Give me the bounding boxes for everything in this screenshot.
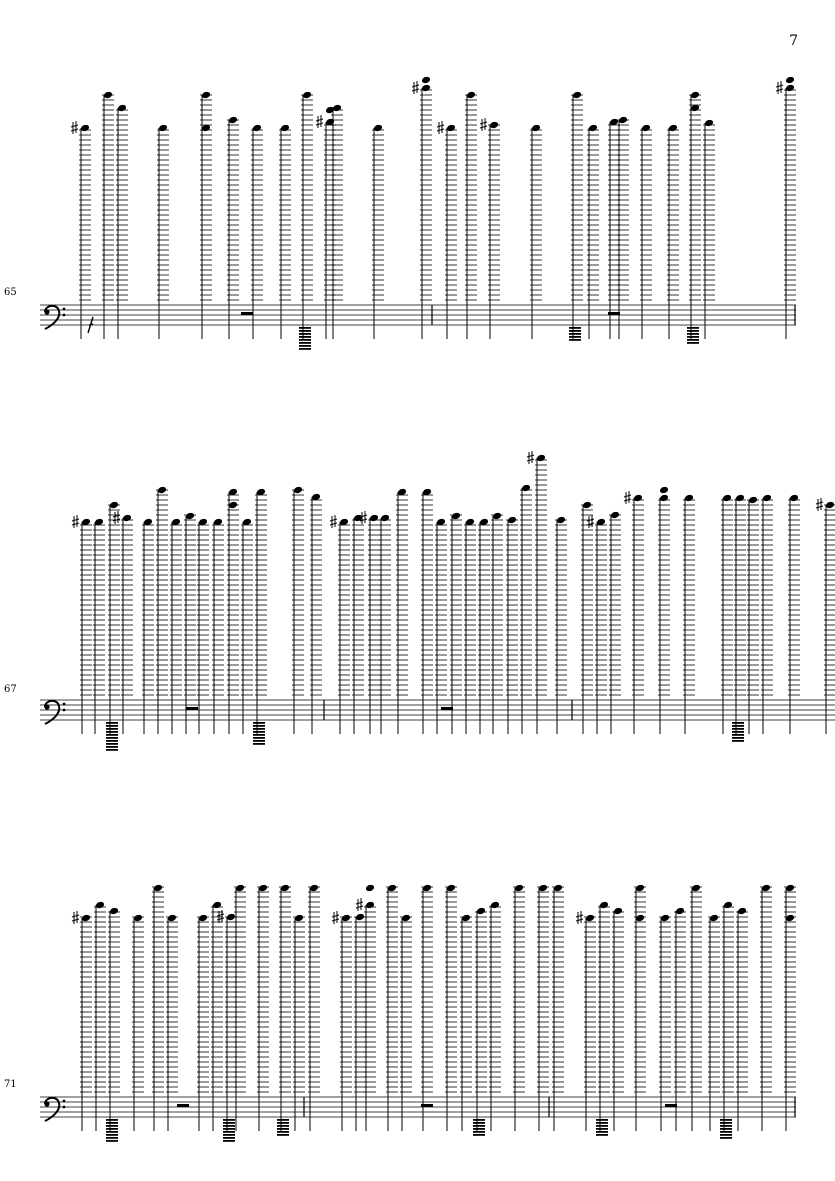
note-head — [585, 914, 595, 923]
note-head — [446, 884, 456, 893]
note-head — [228, 116, 238, 125]
beam — [299, 339, 311, 341]
beam — [473, 1125, 485, 1127]
note-head — [167, 914, 177, 923]
beam — [223, 1140, 235, 1142]
beam — [596, 1125, 608, 1127]
note-head — [380, 514, 390, 523]
beam — [473, 1122, 485, 1124]
beam — [299, 333, 311, 335]
beam — [253, 737, 265, 739]
note-head — [332, 104, 342, 113]
beam — [253, 725, 265, 727]
beam — [687, 333, 699, 335]
note-head — [735, 494, 745, 503]
note-head — [387, 884, 397, 893]
note-head — [422, 884, 432, 893]
note-head — [599, 901, 609, 910]
note-head — [185, 512, 195, 521]
note-head — [691, 884, 701, 893]
note-head — [293, 486, 303, 495]
beam — [106, 743, 118, 745]
note-head — [659, 486, 669, 495]
sharp-icon — [113, 511, 120, 524]
beam — [569, 333, 581, 335]
note-head — [785, 914, 795, 923]
beam — [106, 1131, 118, 1133]
beam — [223, 1128, 235, 1130]
note-head — [446, 124, 456, 133]
sharp-icon — [527, 451, 534, 464]
beam — [596, 1131, 608, 1133]
note-head — [536, 454, 546, 463]
note-head — [153, 884, 163, 893]
note-head — [157, 486, 167, 495]
sharp-icon — [356, 898, 363, 911]
note-head — [466, 91, 476, 100]
page-number: 7 — [789, 33, 798, 49]
note-head — [198, 914, 208, 923]
note-head — [610, 511, 620, 520]
note-head — [252, 124, 262, 133]
beam — [596, 1122, 608, 1124]
rest — [665, 1104, 677, 1107]
note-head — [401, 914, 411, 923]
note-head — [690, 91, 700, 100]
note-head — [582, 501, 592, 510]
note-head — [492, 512, 502, 521]
beam — [732, 740, 744, 742]
note-head — [556, 516, 566, 525]
note-head — [660, 914, 670, 923]
rest — [441, 707, 453, 710]
beam — [106, 734, 118, 736]
note-head — [258, 884, 268, 893]
sharp-icon — [576, 911, 583, 924]
beam — [223, 1134, 235, 1136]
note-head — [341, 914, 351, 923]
beam — [223, 1122, 235, 1124]
note-head — [618, 116, 628, 125]
note-head — [785, 84, 795, 93]
beam — [223, 1119, 235, 1121]
note-head — [785, 76, 795, 85]
note-head — [451, 512, 461, 521]
sharp-icon — [72, 911, 79, 924]
sharp-icon — [587, 515, 594, 528]
note-head — [201, 91, 211, 100]
measure-number: 71 — [4, 1079, 17, 1090]
note-head — [588, 124, 598, 133]
beam — [596, 1119, 608, 1121]
beam — [299, 345, 311, 347]
beam — [106, 1140, 118, 1142]
note-head — [212, 901, 222, 910]
sharp-icon — [330, 515, 337, 528]
rest — [177, 1104, 189, 1107]
beam — [473, 1131, 485, 1133]
note-head — [461, 914, 471, 923]
sharp-icon — [437, 121, 444, 134]
note-head — [761, 884, 771, 893]
beam — [473, 1119, 485, 1121]
measure-number: 67 — [4, 684, 17, 695]
note-head — [659, 494, 669, 503]
note-head — [235, 884, 245, 893]
beam — [106, 1125, 118, 1127]
note-head — [722, 494, 732, 503]
note-head — [521, 484, 531, 493]
sharp-icon — [480, 118, 487, 131]
note-head — [572, 91, 582, 100]
note-head — [748, 496, 758, 505]
note-head — [635, 884, 645, 893]
note-head — [309, 884, 319, 893]
note-head — [507, 516, 517, 525]
beam — [277, 1122, 289, 1124]
note-head — [490, 901, 500, 910]
beam — [277, 1119, 289, 1121]
sharp-icon — [412, 81, 419, 94]
note-head — [538, 884, 548, 893]
note-head — [553, 884, 563, 893]
note-head — [762, 494, 772, 503]
beam — [720, 1137, 732, 1139]
beam — [106, 728, 118, 730]
beam — [299, 336, 311, 338]
beam — [687, 336, 699, 338]
sharp-icon — [316, 115, 323, 128]
note-head — [641, 124, 651, 133]
beam — [720, 1128, 732, 1130]
beam — [106, 1137, 118, 1139]
beam — [732, 737, 744, 739]
note-head — [80, 124, 90, 133]
note-head — [633, 494, 643, 503]
beam — [223, 1131, 235, 1133]
note-head — [421, 84, 431, 93]
beam — [106, 1119, 118, 1121]
note-head — [668, 124, 678, 133]
beam — [299, 327, 311, 329]
measure-number: 65 — [4, 287, 17, 298]
beam — [253, 731, 265, 733]
beam — [569, 336, 581, 338]
beam — [106, 722, 118, 724]
beam — [720, 1125, 732, 1127]
beam — [720, 1122, 732, 1124]
note-head — [675, 907, 685, 916]
beam — [106, 737, 118, 739]
beam — [473, 1128, 485, 1130]
beam — [253, 743, 265, 745]
beam — [106, 746, 118, 748]
beam — [687, 327, 699, 329]
beam — [473, 1134, 485, 1136]
note-head — [294, 914, 304, 923]
beam — [223, 1137, 235, 1139]
beam — [596, 1134, 608, 1136]
beam — [569, 330, 581, 332]
beam — [253, 728, 265, 730]
note-head — [613, 907, 623, 916]
beam — [253, 734, 265, 736]
bass-clef-icon — [44, 701, 65, 724]
beam — [687, 342, 699, 344]
sharp-icon — [624, 491, 631, 504]
beam — [687, 330, 699, 332]
beam — [732, 728, 744, 730]
beam — [277, 1128, 289, 1130]
beam — [253, 740, 265, 742]
note-head — [280, 124, 290, 133]
beam — [687, 339, 699, 341]
beam — [299, 342, 311, 344]
note-head — [109, 501, 119, 510]
note-head — [373, 124, 383, 133]
note-head — [825, 501, 835, 510]
beam — [106, 731, 118, 733]
sharp-icon — [776, 81, 783, 94]
beam — [569, 327, 581, 329]
note-head — [122, 514, 132, 523]
beam — [106, 740, 118, 742]
note-head — [133, 914, 143, 923]
beam — [720, 1134, 732, 1136]
beam — [569, 339, 581, 341]
note-head — [476, 907, 486, 916]
sharp-icon — [72, 515, 79, 528]
note-head — [489, 121, 499, 130]
beam — [106, 725, 118, 727]
note-head — [723, 901, 733, 910]
beam — [299, 348, 311, 350]
note-head — [109, 907, 119, 916]
beam — [253, 722, 265, 724]
note-head — [117, 104, 127, 113]
note-head — [737, 907, 747, 916]
bass-clef-icon — [44, 1098, 65, 1121]
note-head — [302, 91, 312, 100]
rest — [186, 707, 198, 710]
bass-clef-icon — [44, 306, 65, 329]
note-head — [785, 884, 795, 893]
beam — [277, 1125, 289, 1127]
note-head — [709, 914, 719, 923]
note-head — [635, 914, 645, 923]
beam — [299, 330, 311, 332]
beam — [732, 722, 744, 724]
note-head — [684, 494, 694, 503]
beam — [106, 749, 118, 751]
note-head — [531, 124, 541, 133]
beam — [732, 731, 744, 733]
beam — [106, 1128, 118, 1130]
rest — [241, 312, 253, 315]
note-head — [158, 124, 168, 133]
note-head — [228, 501, 238, 510]
note-head — [369, 514, 379, 523]
beam — [720, 1119, 732, 1121]
note-head — [704, 119, 714, 128]
beam — [223, 1125, 235, 1127]
beam — [732, 725, 744, 727]
note-head — [514, 884, 524, 893]
sharp-icon — [816, 498, 823, 511]
note-head — [95, 901, 105, 910]
beam — [277, 1134, 289, 1136]
beam — [106, 1122, 118, 1124]
beam — [106, 1134, 118, 1136]
note-head — [789, 494, 799, 503]
note-head — [421, 76, 431, 85]
note-head — [365, 901, 375, 910]
note-head — [81, 914, 91, 923]
beam — [596, 1128, 608, 1130]
note-head — [103, 91, 113, 100]
note-head — [365, 884, 375, 893]
sharp-icon — [332, 911, 339, 924]
note-head — [355, 913, 365, 922]
sharp-icon — [71, 121, 78, 134]
note-head — [280, 884, 290, 893]
beam — [277, 1131, 289, 1133]
beam — [732, 734, 744, 736]
beam — [720, 1131, 732, 1133]
